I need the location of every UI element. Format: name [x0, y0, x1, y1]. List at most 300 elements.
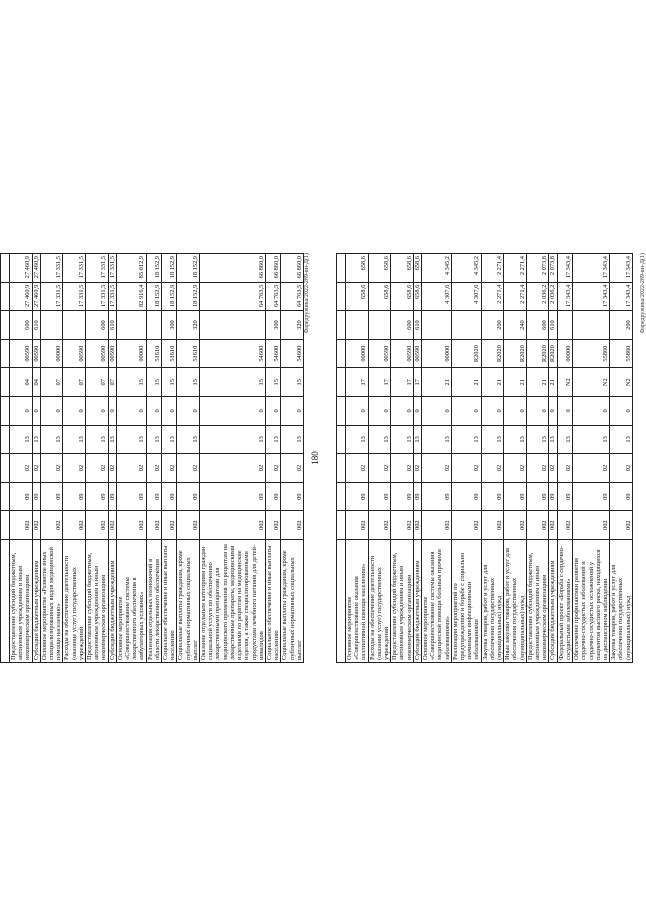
table-row — [451, 254, 481, 663]
code-cell: 320 — [177, 311, 200, 340]
row-name-cell: Оказание отдельным категориям граждан социальной услуги по обеспечению лекарственными препаратами для медицинского применения по рецептам на лекарственные препараты, медицинскими изделиями по рецептам на медицинские изделия, а также специализированными продуктами лечебного питания для детей-инвалидов — [200, 540, 266, 663]
table-row — [557, 254, 572, 663]
code-cell: 13 — [526, 425, 549, 454]
code-cell: 09 — [10, 482, 33, 511]
amount-cell: 658,6 — [346, 254, 369, 283]
code-cell: 02 — [10, 454, 33, 483]
code-cell: 13 — [40, 425, 63, 454]
code-cell: 21 — [504, 368, 527, 397]
code-cell: 13 — [108, 425, 116, 454]
code-cell: 13 — [63, 425, 86, 454]
code-cell: 0 — [108, 397, 116, 426]
code-cell: 02 — [265, 454, 280, 483]
code-cell: 0 — [40, 397, 63, 426]
code-cell: 0 — [146, 397, 161, 426]
table-row — [63, 254, 86, 663]
code-cell: 54600 — [281, 339, 304, 368]
code-cell: 17 — [346, 368, 369, 397]
code-cell: 0 — [32, 397, 40, 426]
code-cell — [422, 311, 452, 340]
blank-cell — [337, 540, 346, 663]
code-cell: 09 — [281, 482, 304, 511]
code-cell: 002 — [146, 511, 161, 540]
amount-cell: 2 271,4 — [504, 254, 527, 283]
code-cell: 13 — [200, 425, 266, 454]
code-cell: 0 — [451, 397, 481, 426]
code-cell: 002 — [526, 511, 549, 540]
amount-cell: 17 343,4 — [573, 282, 610, 311]
code-cell: 00590 — [391, 339, 414, 368]
code-cell: 13 — [413, 425, 421, 454]
code-cell: 00000 — [557, 339, 572, 368]
code-cell: 04 — [32, 368, 40, 397]
row-name-cell: Предоставление субсидий бюджетным, автономным учреждениям и иным некоммерческим организациям — [391, 540, 414, 663]
code-cell: 00590 — [63, 339, 86, 368]
code-cell: 02 — [451, 454, 481, 483]
code-cell: 0 — [504, 397, 527, 426]
code-cell: 09 — [557, 482, 572, 511]
blank-row — [1, 254, 10, 663]
amount-cell: 2 271,4 — [481, 254, 504, 283]
code-cell: 00000 — [116, 339, 146, 368]
code-cell: 02 — [32, 454, 40, 483]
row-name-cell: Обеспечение профилактики развития сердечно-сосудистых заболеваний и сердечно-сосудистых осложнений у пациентов высокого риска, находящихся на диспансерном наблюдении — [573, 540, 610, 663]
page-footer: Фаредружика/2022-289-вн-Д(1) — [304, 253, 310, 334]
code-cell: 02 — [116, 454, 146, 483]
amount-cell: 4 307,6 — [451, 282, 481, 311]
code-cell: 0 — [116, 397, 146, 426]
code-cell — [557, 311, 572, 340]
code-cell: 00590 — [413, 339, 421, 368]
code-cell: 002 — [422, 511, 452, 540]
amount-cell: 17 331,5 — [108, 254, 116, 283]
amount-cell: 18 152,9 — [162, 254, 177, 283]
code-cell: R2020 — [504, 339, 527, 368]
code-cell: 13 — [557, 425, 572, 454]
code-cell: 600 — [526, 311, 549, 340]
code-cell: 55860 — [573, 339, 610, 368]
code-cell: N2 — [557, 368, 572, 397]
amount-cell: 2 036,2 — [526, 282, 549, 311]
code-cell: R2020 — [451, 339, 481, 368]
code-cell: 02 — [504, 454, 527, 483]
code-cell: 13 — [177, 425, 200, 454]
code-cell: 0 — [63, 397, 86, 426]
code-cell: 0 — [86, 397, 109, 426]
code-cell: 09 — [108, 482, 116, 511]
code-cell — [200, 311, 266, 340]
blank-cell — [1, 397, 10, 426]
row-name-cell: Субсидии бюджетным учреждениям — [108, 540, 116, 663]
code-cell: 002 — [346, 511, 369, 540]
code-cell: 15 — [265, 368, 280, 397]
code-cell: N2 — [573, 368, 610, 397]
code-cell: 13 — [391, 425, 414, 454]
code-cell — [40, 311, 63, 340]
code-cell: 51610 — [177, 339, 200, 368]
code-cell: 200 — [481, 311, 504, 340]
table-row — [40, 254, 63, 663]
code-cell: 0 — [265, 397, 280, 426]
blank-cell — [337, 397, 346, 426]
table-row — [265, 254, 280, 663]
code-cell: 54600 — [265, 339, 280, 368]
code-cell: 15 — [162, 368, 177, 397]
amount-cell: 17 331,5 — [63, 254, 86, 283]
code-cell: 13 — [10, 425, 33, 454]
blank-cell — [1, 425, 10, 454]
code-cell: 00000 — [346, 339, 369, 368]
code-cell: 09 — [451, 482, 481, 511]
code-cell: 240 — [504, 311, 527, 340]
code-cell: 610 — [108, 311, 116, 340]
code-cell — [573, 311, 610, 340]
code-cell: 0 — [573, 397, 610, 426]
code-cell: 002 — [86, 511, 109, 540]
table-row — [573, 254, 610, 663]
code-cell: 0 — [481, 397, 504, 426]
code-cell: 002 — [281, 511, 304, 540]
row-name-cell: Федеральный проект «Борьба с сердечно-сосудистыми заболеваниями» — [557, 540, 572, 663]
code-cell: 02 — [63, 454, 86, 483]
code-cell: 02 — [610, 454, 633, 483]
amount-cell: 18 152,9 — [177, 254, 200, 283]
row-name-cell: Иные закупки товаров, работ и услуг для обеспечения государственных (муниципальных) нужд — [504, 540, 527, 663]
code-cell — [451, 311, 481, 340]
amount-cell: 2 036,2 — [549, 282, 557, 311]
amount-cell: 17 343,4 — [573, 254, 610, 283]
code-cell: 02 — [557, 454, 572, 483]
table-row — [481, 254, 504, 663]
code-cell: 07 — [63, 368, 86, 397]
code-cell: R2020 — [526, 339, 549, 368]
amount-cell: 66 860,0 — [200, 254, 266, 283]
row-name-cell: Социальные выплаты гражданам, кроме публичных нормативных социальных выплат — [177, 540, 200, 663]
table-row — [116, 254, 146, 663]
amount-cell: 17 343,4 — [610, 282, 633, 311]
code-cell: 600 — [86, 311, 109, 340]
code-cell: 09 — [162, 482, 177, 511]
code-cell: 15 — [281, 368, 304, 397]
code-cell: 09 — [422, 482, 452, 511]
code-cell — [116, 311, 146, 340]
table-row — [610, 254, 633, 663]
blank-cell — [337, 425, 346, 454]
code-cell: 00590 — [32, 339, 40, 368]
code-cell: 00590 — [368, 339, 391, 368]
code-cell: 02 — [40, 454, 63, 483]
code-cell: 002 — [549, 511, 557, 540]
code-cell: 07 — [40, 368, 63, 397]
code-cell: 09 — [177, 482, 200, 511]
table-row — [549, 254, 557, 663]
code-cell: 02 — [146, 454, 161, 483]
blank-cell — [1, 311, 10, 340]
amount-cell: 2 073,8 — [549, 254, 557, 283]
code-cell: 13 — [451, 425, 481, 454]
code-cell: 13 — [32, 425, 40, 454]
code-cell: 002 — [116, 511, 146, 540]
code-cell: 09 — [413, 482, 421, 511]
code-cell: R2020 — [481, 339, 504, 368]
code-cell: 09 — [63, 482, 86, 511]
code-cell: 21 — [526, 368, 549, 397]
amount-cell: 64 763,5 — [281, 282, 304, 311]
code-cell: 0 — [413, 397, 421, 426]
code-cell: 09 — [200, 482, 266, 511]
code-cell: R2020 — [549, 339, 557, 368]
code-cell: 02 — [413, 454, 421, 483]
code-cell: 002 — [265, 511, 280, 540]
code-cell: N2 — [610, 368, 633, 397]
code-cell: 13 — [481, 425, 504, 454]
row-name-cell: Реализация мероприятий по предупреждению и борьбе с социально значимыми инфекционными заболеваниями — [451, 540, 481, 663]
amount-cell: 66 860,0 — [265, 254, 280, 283]
code-cell: 002 — [108, 511, 116, 540]
table-row — [413, 254, 421, 663]
amount-cell: 66 860,0 — [281, 254, 304, 283]
code-cell: 17 — [413, 368, 421, 397]
row-name-cell: Основное мероприятие «Совершенствование системы оказания медицинской помощи больным прочими заболеваниями» — [422, 540, 452, 663]
code-cell: 002 — [481, 511, 504, 540]
amount-cell: 658,6 — [413, 254, 421, 283]
code-cell: 610 — [413, 311, 421, 340]
amount-cell: 82 916,4 — [116, 282, 146, 311]
code-cell: 09 — [146, 482, 161, 511]
code-cell: 002 — [557, 511, 572, 540]
blank-cell — [337, 511, 346, 540]
code-cell: 51610 — [162, 339, 177, 368]
budget-table — [0, 253, 304, 663]
code-cell: 300 — [162, 311, 177, 340]
table-row — [391, 254, 414, 663]
amount-cell: 17 343,4 — [557, 254, 572, 283]
code-cell: 002 — [162, 511, 177, 540]
code-cell: 610 — [32, 311, 40, 340]
code-cell: 13 — [504, 425, 527, 454]
code-cell — [368, 311, 391, 340]
code-cell: 09 — [504, 482, 527, 511]
amount-cell: 18 152,9 — [146, 254, 161, 283]
code-cell: 09 — [573, 482, 610, 511]
code-cell: 600 — [391, 311, 414, 340]
code-cell: 002 — [610, 511, 633, 540]
code-cell: 0 — [422, 397, 452, 426]
code-cell: 0 — [10, 397, 33, 426]
amount-cell: 17 331,5 — [86, 282, 109, 311]
code-cell — [146, 311, 161, 340]
amount-cell: 658,6 — [368, 282, 391, 311]
amount-cell: 64 763,5 — [200, 282, 266, 311]
row-name-cell: Предоставление субсидий бюджетным, автономным учреждениям и иным некоммерческим организациям — [526, 540, 549, 663]
amount-cell: 658,6 — [391, 254, 414, 283]
code-cell: 02 — [368, 454, 391, 483]
amount-cell: 4 307,6 — [422, 282, 452, 311]
row-name-cell: Социальное обеспечение и иные выплаты населению — [162, 540, 177, 663]
amount-cell: 85 012,9 — [116, 254, 146, 283]
code-cell: 0 — [549, 397, 557, 426]
blank-cell — [1, 254, 10, 283]
table-row — [200, 254, 266, 663]
row-name-cell: Расходы на обеспечение деятельности (оказание услуг) государственных учреждений — [63, 540, 86, 663]
table-row — [368, 254, 391, 663]
code-cell: 07 — [86, 368, 109, 397]
code-cell: 02 — [108, 454, 116, 483]
code-cell: 04 — [10, 368, 33, 397]
code-cell: 02 — [281, 454, 304, 483]
code-cell: 00590 — [108, 339, 116, 368]
row-name-cell: Субсидии бюджетным учреждениям — [413, 540, 421, 663]
amount-cell: 2 073,8 — [526, 254, 549, 283]
code-cell: 21 — [451, 368, 481, 397]
code-cell: 09 — [526, 482, 549, 511]
table-row — [86, 254, 109, 663]
amount-cell: 658,6 — [391, 282, 414, 311]
code-cell: 13 — [368, 425, 391, 454]
code-cell: 15 — [146, 368, 161, 397]
amount-cell: 658,6 — [413, 282, 421, 311]
code-cell: 0 — [177, 397, 200, 426]
code-cell: 55860 — [610, 339, 633, 368]
page-number: 180 — [310, 451, 320, 465]
row-name-cell: Реализация отдельных полномочий в области лекарственного обеспечения — [146, 540, 161, 663]
code-cell: 13 — [116, 425, 146, 454]
code-cell: 02 — [177, 454, 200, 483]
code-cell: 13 — [346, 425, 369, 454]
amount-cell: 658,6 — [346, 282, 369, 311]
code-cell: 09 — [116, 482, 146, 511]
row-name-cell: Субсидии бюджетным учреждениям — [549, 540, 557, 663]
amount-cell: 27 460,9 — [10, 254, 33, 283]
code-cell: 0 — [368, 397, 391, 426]
blank-cell — [337, 339, 346, 368]
blank-cell — [1, 540, 10, 663]
amount-cell: 17 331,5 — [63, 282, 86, 311]
code-cell: 610 — [549, 311, 557, 340]
code-cell: 51610 — [146, 339, 161, 368]
code-cell: 00000 — [40, 339, 63, 368]
code-cell: 00590 — [86, 339, 109, 368]
blank-cell — [1, 454, 10, 483]
code-cell: 02 — [526, 454, 549, 483]
code-cell: 02 — [200, 454, 266, 483]
amount-cell: 27 460,9 — [32, 282, 40, 311]
code-cell: 0 — [610, 397, 633, 426]
code-cell: 00000 — [422, 339, 452, 368]
code-cell: 21 — [481, 368, 504, 397]
amount-cell: 17 343,4 — [557, 282, 572, 311]
amount-cell: 658,6 — [368, 254, 391, 283]
code-cell: 09 — [368, 482, 391, 511]
code-cell: 02 — [162, 454, 177, 483]
code-cell: 09 — [610, 482, 633, 511]
table-row — [504, 254, 527, 663]
code-cell: 13 — [573, 425, 610, 454]
left-page — [0, 253, 310, 663]
amount-cell: 17 343,4 — [610, 254, 633, 283]
amount-cell: 18 152,9 — [162, 282, 177, 311]
table-row — [281, 254, 304, 663]
table-row — [346, 254, 369, 663]
amount-cell: 17 331,5 — [86, 254, 109, 283]
code-cell: 200 — [610, 311, 633, 340]
amount-cell: 4 345,2 — [451, 254, 481, 283]
blank-cell — [1, 339, 10, 368]
code-cell: 15 — [200, 368, 266, 397]
code-cell: 21 — [549, 368, 557, 397]
blank-cell — [1, 482, 10, 511]
code-cell: 002 — [504, 511, 527, 540]
code-cell: 13 — [610, 425, 633, 454]
code-cell: 13 — [265, 425, 280, 454]
code-cell: 002 — [10, 511, 33, 540]
code-cell: 13 — [162, 425, 177, 454]
code-cell: 13 — [86, 425, 109, 454]
code-cell: 07 — [108, 368, 116, 397]
blank-cell — [337, 254, 346, 283]
table-row — [162, 254, 177, 663]
blank-cell — [337, 311, 346, 340]
row-name-cell: Закупка товаров, работ и услуг для обеспечения государственных (муниципальных) нужд — [481, 540, 504, 663]
row-name-cell: Социальное обеспечение и иные выплаты населению — [265, 540, 280, 663]
code-cell: 09 — [40, 482, 63, 511]
table-row — [177, 254, 200, 663]
amount-cell: 4 345,2 — [422, 254, 452, 283]
code-cell: 002 — [573, 511, 610, 540]
amount-cell: 17 331,5 — [40, 282, 63, 311]
code-cell: 0 — [346, 397, 369, 426]
amount-cell: 17 331,5 — [40, 254, 63, 283]
code-cell: 09 — [265, 482, 280, 511]
code-cell — [346, 311, 369, 340]
code-cell: 15 — [116, 368, 146, 397]
blank-cell — [1, 282, 10, 311]
code-cell: 13 — [146, 425, 161, 454]
row-name-cell: Основное мероприятие «Совершенствование системы лекарственного обеспечения в амбулаторных условиях» — [116, 540, 146, 663]
code-cell: 002 — [413, 511, 421, 540]
code-cell: 02 — [346, 454, 369, 483]
page-footer: Фаредружика/2022-289-вн-Д(1) — [640, 253, 646, 334]
code-cell: 0 — [391, 397, 414, 426]
code-cell: 09 — [32, 482, 40, 511]
code-cell: 0 — [162, 397, 177, 426]
code-cell: 0 — [557, 397, 572, 426]
code-cell: 09 — [346, 482, 369, 511]
code-cell: 17 — [368, 368, 391, 397]
blank-cell — [337, 482, 346, 511]
blank-cell — [337, 282, 346, 311]
code-cell: 09 — [391, 482, 414, 511]
blank-cell — [1, 368, 10, 397]
code-cell: 0 — [526, 397, 549, 426]
table-row — [108, 254, 116, 663]
code-cell: 13 — [549, 425, 557, 454]
row-name-cell: Предоставление субсидий бюджетным, автономным учреждениям и иным некоммерческим организациям — [86, 540, 109, 663]
code-cell: 13 — [281, 425, 304, 454]
amount-cell: 18 152,9 — [146, 282, 161, 311]
table-row — [526, 254, 549, 663]
code-cell: 0 — [281, 397, 304, 426]
code-cell: 17 — [391, 368, 414, 397]
code-cell: 02 — [86, 454, 109, 483]
code-cell: 09 — [549, 482, 557, 511]
blank-row — [337, 254, 346, 663]
code-cell — [63, 311, 86, 340]
right-page — [310, 253, 646, 663]
code-cell: 300 — [265, 311, 280, 340]
blank-cell — [337, 454, 346, 483]
amount-cell: 64 763,5 — [265, 282, 280, 311]
